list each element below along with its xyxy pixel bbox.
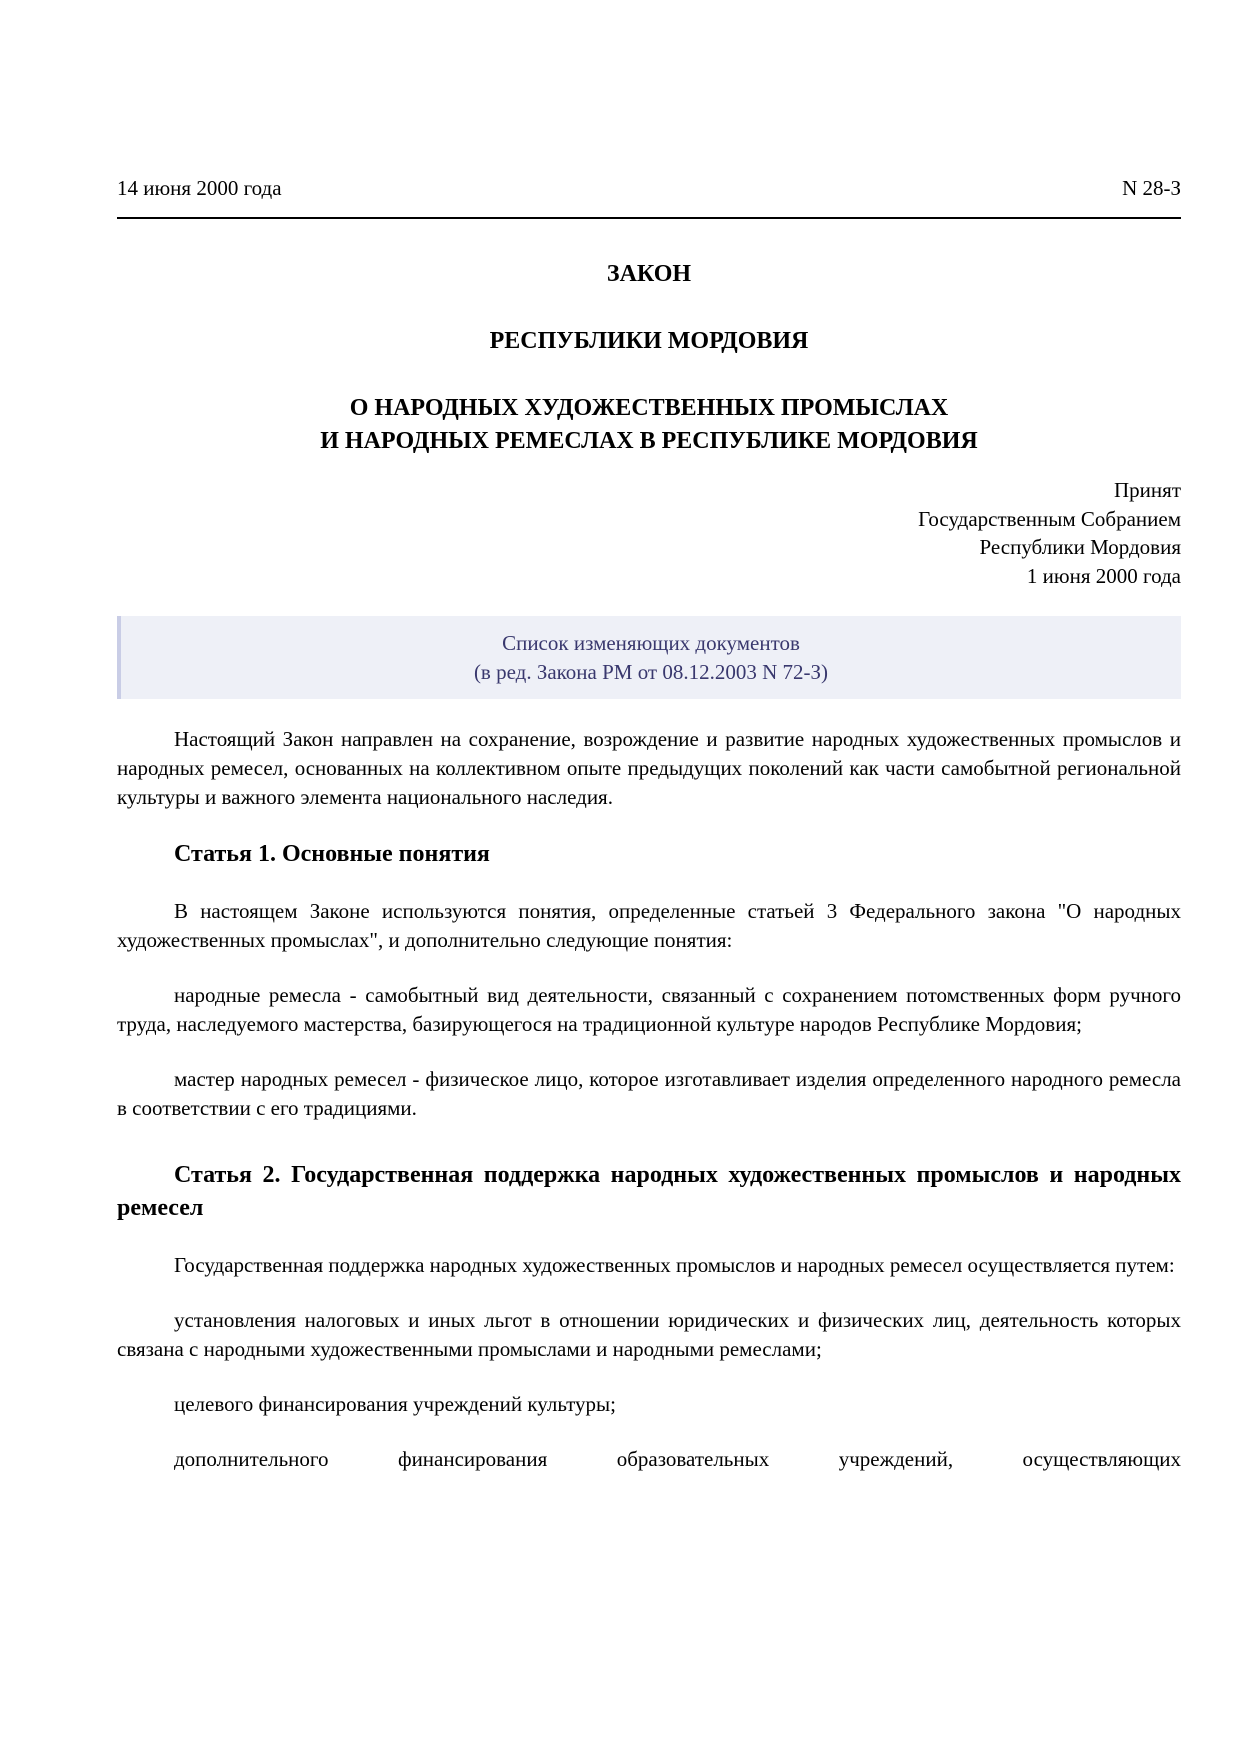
paragraph: мастер народных ремесел - физическое лицо, которое изготавливает изделия определенного народного ремесла в соответствии с его традициями.	[117, 1067, 1181, 1121]
amendments-ref[interactable]: (в ред. Закона РМ от 08.12.2003 N 72-З)	[473, 660, 829, 685]
law-date: 14 июня 2000 года	[117, 176, 282, 200]
adoption-line: Государственным Собранием	[918, 506, 1181, 531]
header-divider	[117, 217, 1181, 219]
title-subject-line-2: И НАРОДНЫХ РЕМЕСЛАХ В РЕСПУБЛИКЕ МОРДОВИЯ	[320, 428, 978, 454]
paragraph: Государственная поддержка народных художественных промыслов и народных ремесел осуществляется путем:	[174, 1253, 1175, 1278]
adoption-info	[117, 476, 1181, 590]
adoption-line: Республики Мордовия	[979, 535, 1181, 560]
amendments-title: Список изменяющих документов	[502, 631, 800, 656]
document-header	[117, 176, 1181, 201]
document-body	[117, 258, 1181, 1500]
article-1-heading: Статья 1. Основные понятия	[174, 841, 490, 868]
paragraph: дополнительного финансирования образовательных учреждений, осуществляющих	[174, 1447, 1181, 1472]
adoption-line: Принят	[1114, 478, 1181, 502]
paragraph: целевого финансирования учреждений культуры;	[174, 1392, 616, 1417]
law-number: N 28-З	[1122, 176, 1181, 200]
paragraph: В настоящем Законе используются понятия, определенные статьей 3 Федерального закона "О народных художественных промыслах", и дополнительно следующие понятия:	[117, 899, 1181, 953]
title-law: ЗАКОН	[606, 261, 692, 287]
title-republic: РЕСПУБЛИКИ МОРДОВИЯ	[489, 328, 809, 354]
preamble: Настоящий Закон направлен на сохранение, возрождение и развитие народных художественных промыслов и народных ремесел, основанных на коллективном опыте предыдущих поколений как части самобытной региональной культуры и важного элемента национального наследия.	[117, 727, 1181, 810]
title-subject-line-1: О НАРОДНЫХ ХУДОЖЕСТВЕННЫХ ПРОМЫСЛАХ	[349, 395, 949, 421]
article-2-heading: Статья 2. Государственная поддержка народных художественных промыслов и народных ремесел	[117, 1162, 1181, 1222]
adoption-line: 1 июня 2000 года	[1026, 563, 1181, 588]
paragraph: установления налоговых и иных льгот в отношении юридических и физических лиц, деятельность которых связана с народными художественными промыслами и народными ремеслами;	[117, 1308, 1181, 1362]
paragraph: народные ремесла - самобытный вид деятельности, связанный с сохранением потомственных форм ручного труда, наследуемого мастерства, базирующегося на традиционной культуре народов Республике Мордовия;	[117, 983, 1181, 1037]
amendments-box	[117, 616, 1181, 699]
